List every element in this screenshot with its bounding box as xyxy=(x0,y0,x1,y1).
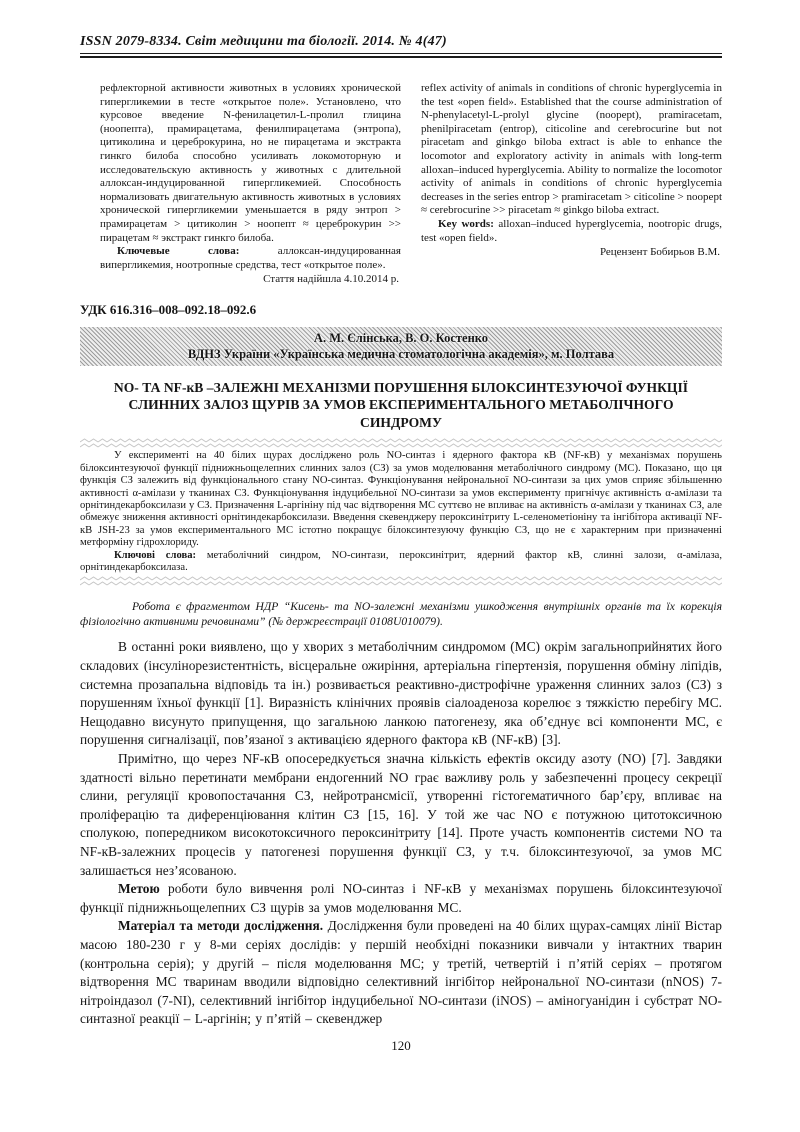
annotation-column-ru xyxy=(100,82,401,287)
article-body xyxy=(80,638,722,1028)
keywords-en-text: alloxan–induced hyperglycemia, nootropic drugs, test «open field». xyxy=(421,217,722,244)
aim-label: Метою xyxy=(118,881,160,897)
keywords-ru xyxy=(100,245,401,272)
annotation-column-en xyxy=(421,82,722,287)
header-rule-thin xyxy=(80,53,722,54)
abstract-ua: У експерименті на 40 білих щурах досліджено роль NO-синтаз і ядерного фактора кВ (NF-кВ) у механізмах порушень білоксинтезуючої функції піднижньощелепних слинних залоз (СЗ) за умов моделювання метаболічного синдрому (МС). Показано, що ця функція СЗ залежить від функціонального стану NO-синтаз. Функціонування нейрональної NO-синтази за цих умов сприяє збільшенню активності α-амілази у тканинах СЗ. Функціонування індуцибельної NO-синтази за умов експерименту пригнічує активність α-амілази та орнітиндекарбоксилази у СЗ. Призначення L-аргініну під час відтворення МС суттєво не впливає на активність α-амілази у тканинах СЗ, але обмежує зниження активності орнітиндекарбоксилази. Введення скевенджеру пероксинітриту L-селенометіоніну та інгібітора активації NF-кВ JSH-23 за умов експериментального МС істотно покращує білоксинтезуючу функцію СЗ, що не є характерним при призначенні метформіну гідрохлориду. xyxy=(80,450,722,549)
body-paragraph-2: Примітно, що через NF-кВ опосередкується значна кількість ефектів оксиду азоту (NO) [7]. Завдяки здатності вільно перетинати мембрани ендогенний NO грає важливу роль у забезпеченні процесу секреції слини, регуляції кровопостачання СЗ, нейротрансмісії, утворенні гістогематичного бар’єру, впливає на проліферацію та диференціювання клітин СЗ [15, 16]. У той же час NO є потужною цитотоксичною сполукою, попередником високотоксичного пероксинітриту [14]. Проте участь компонентів системи NO та NF-кВ-залежних процесів у патогенезі порушення функції СЗ, у т.ч. білоксинтезуючої, за умов МС залишається нез’ясованою. xyxy=(80,751,722,878)
reviewer-line: Рецензент Бобирьов В.М. xyxy=(599,246,720,259)
keywords-en-label: Key words: xyxy=(438,217,494,230)
body-paragraph-1: В останні роки виявлено, що у хворих з метаболічним синдромом (МС) окрім загальноприйнятих його складових (інсулінорезистентність, вісцеральне ожиріння, артеріальна гіпертензія, порушення обміну ліпідів, системна прозапальна відповідь та ін.) розвивається реактивно-дистрофічне ураження слинних залоз (СЗ) з порушенням їхньої функції [1]. Виразність клінічних проявів сіалоаденоза корелює з тяжкістю перебігу МС. Нещодавно висунуто припущення, що загальною ланкою патогенезу, яка об’єднує всі компоненти МС, є порушення сигналізації, пов’язаної з активацією ядерного фактора кВ (NF-кВ) [3]. xyxy=(80,639,722,748)
affiliation-line: ВДНЗ України «Українська медична стоматологічна академія», м. Полтава xyxy=(187,346,615,361)
keywords-ru-label: Ключевые слова: xyxy=(117,245,240,258)
aim-text: роботи було вивчення ролі NO-синтаз і NF-кВ у механізмах порушень білоксинтезуючої функції піднижньощелепних СЗ щурів за умов моделювання МС. xyxy=(80,881,722,915)
article-title: NO- ТА NF-кВ –ЗАЛЕЖНІ МЕХАНІЗМИ ПОРУШЕННЯ БІЛОКСИНТЕЗУЮЧОЇ ФУНКЦІЇ СЛИННИХ ЗАЛОЗ ЩУРІВ ЗА УМОВ ЕКСПЕРИМЕНТАЛЬНОГО МЕТАБОЛІЧНОГО СИНДРОМУ xyxy=(113,379,689,430)
zigzag-divider-bottom xyxy=(80,576,722,586)
body-paragraph-4 xyxy=(80,917,722,1029)
abstract-block xyxy=(80,438,722,586)
udk-code: УДК 616.316–008–092.18–092.6 xyxy=(80,301,257,317)
keywords-ua xyxy=(80,550,722,575)
abstract-ru: рефлекторной активности животных в условиях хронической гипергликемии в тесте «открытое поле». Установлено, что курсовое введение N-фенилацетил-L-пролил глицина (ноопепта), прамирацетама, фенилпирацетама (энтропа), цитиколина и цереброкурина, но не пирацетама и экстракта гинкго билоба способно усиливать локомоторную и исследовательскую активность у животных с длительной аллоксан-индуцированной гипергликемией. Способность нормализовать двигательную активность животных в условиях хронической гипергликемии уменьшается в ряду энтроп > прамирацетам > цитиколин > ноопепт ≈ цереброкурин >> пирацетам ≈ экстракт гинкго билоба. xyxy=(100,82,401,244)
journal-header: ISSN 2079-8334. Світ медицини та біології. 2014. № 4(47) xyxy=(80,34,447,49)
page-number: 120 xyxy=(391,1037,411,1053)
annotation-columns xyxy=(100,82,722,287)
zigzag-divider-top xyxy=(80,438,722,448)
methods-text: Дослідження були проведені на 40 білих щурах-самцях лінії Вістар масою 180-230 г у 8-ми серіях дослідів: у першій необхідні показники вивчали у інтактних тварин (контрольна серія); у другій – після моделювання МС; у третій, четвертій і п’ятій серіях – протягом відтворення МС тваринам вводили відповідно селективний інгібітор нейрональної NO-синтази (nNOS) 7-нітроіндазол (7-NI), селективний інгібітор індуцибельної NO-синтази (iNOS) – аміногуанідин і субстрат NO-синтазної реакції – L-аргінін; у п’ятій – скевенджер xyxy=(80,918,722,1027)
abstract-en: reflex activity of animals in conditions of chronic hyperglycemia in the test «open field». Established that the course administration of N-phenylacetyl-L-prolyl glycine (noopept), pramiracetam, phenilpiracetam (entrop), citicoline and cerebrocurine but not piracetam and ginkgo biloba extract is able to enhance the locomotor and exploratory activity in animals with long-term alloxan–induced hyperglycemia. Ability to normalize the locomotor activity of animals in conditions of chronic hyperglycemia decreases in the series entrop > pramiracetam > citicoline > noopept ≈ cerebrocurine >> piracetam ≈ ginkgo biloba extract. xyxy=(421,82,722,217)
ndr-note: Робота є фрагментом НДР “Кисень- та NO-залежні механізми ушкодження внутрішніх органів та їх корекція фізіологічно активними речовинами” (№ держреєстрації 0108U010079). xyxy=(80,600,722,629)
header-rule-thick xyxy=(80,56,722,58)
methods-label: Матеріал та методи дослідження. xyxy=(118,918,324,934)
keywords-en xyxy=(421,218,722,245)
keywords-ua-label: Ключові слова: xyxy=(114,549,197,561)
authors-line: А. М. Єлінська, В. О. Костенко xyxy=(313,330,489,345)
received-date: Стаття надійшла 4.10.2014 р. xyxy=(263,273,399,286)
keywords-ru-text: аллоксан-индуцированная випергликемия, ноотропные средства, тест «открытое поле». xyxy=(100,245,401,271)
keywords-ua-text: метаболічний синдром, NO-синтази, пероксинітрит, ядерний фактор кВ, слинні залози, α-амілаза, орнітиндекарбоксилаза. xyxy=(80,549,722,574)
body-paragraph-3 xyxy=(80,880,722,917)
authors-banner xyxy=(80,327,722,366)
